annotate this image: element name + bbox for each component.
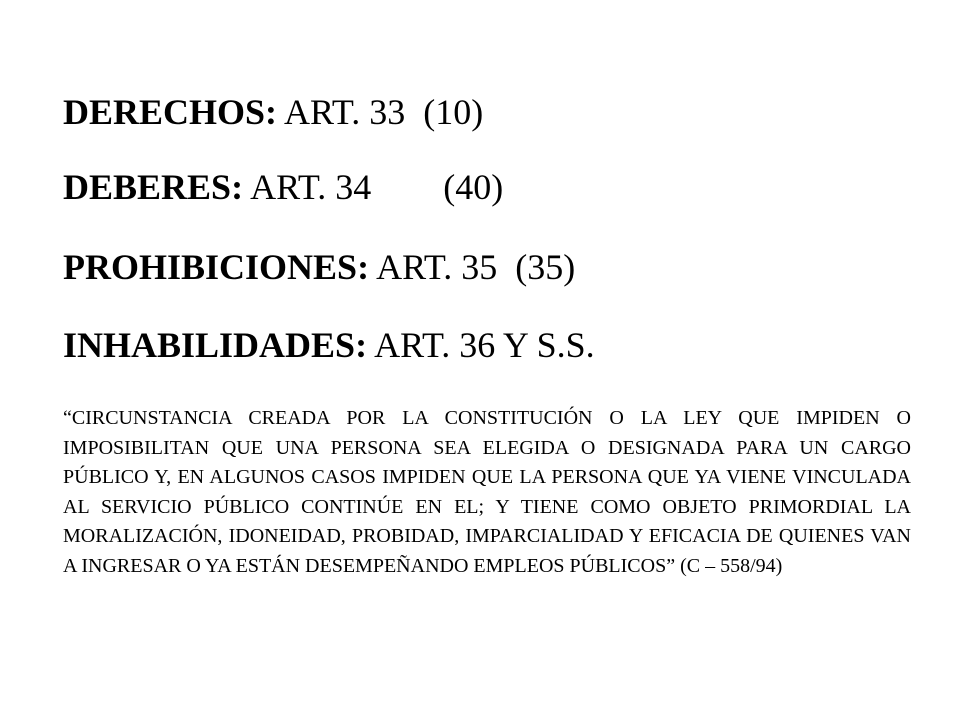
heading-deberes <box>63 167 503 207</box>
heading-term: DERECHOS: <box>63 92 278 132</box>
definition-quote: “CIRCUNSTANCIA CREADA POR LA CONSTITUCIÓN O LA LEY QUE IMPIDEN O IMPOSIBILITAN QUE UNA PERSONA SEA ELEGIDA O DESIGNADA PARA UN CARGO PÚBLICO Y, EN ALGUNOS CASOS IMPIDEN QUE LA PERSONA QUE YA VIENE VINCULADA AL SERVICIO PÚBLICO CONTINÚE EN EL; Y TIENE COMO OBJETO PRIMORDIAL LA MORALIZACIÓN, IDONEIDAD, PROBIDAD, IMPARCIALIDAD Y EFICACIA DE QUIENES VAN A INGRESAR O YA ESTÁN DESEMPEÑANDO EMPLEOS PÚBLICOS” (C – 558/94) <box>63 407 911 577</box>
heading-term: PROHIBICIONES: <box>63 247 370 287</box>
heading-article: ART. 35 (35) <box>369 247 576 287</box>
heading-article: ART. 36 Y S.S. <box>367 325 595 365</box>
heading-inhabilidades <box>63 325 595 365</box>
heading-term: INHABILIDADES: <box>63 325 368 365</box>
heading-article: ART. 33 (10) <box>277 92 484 132</box>
heading-term: DEBERES: <box>63 167 244 207</box>
heading-article: ART. 34 (40) <box>243 167 504 207</box>
heading-derechos <box>63 92 483 132</box>
heading-prohibiciones <box>63 247 575 287</box>
